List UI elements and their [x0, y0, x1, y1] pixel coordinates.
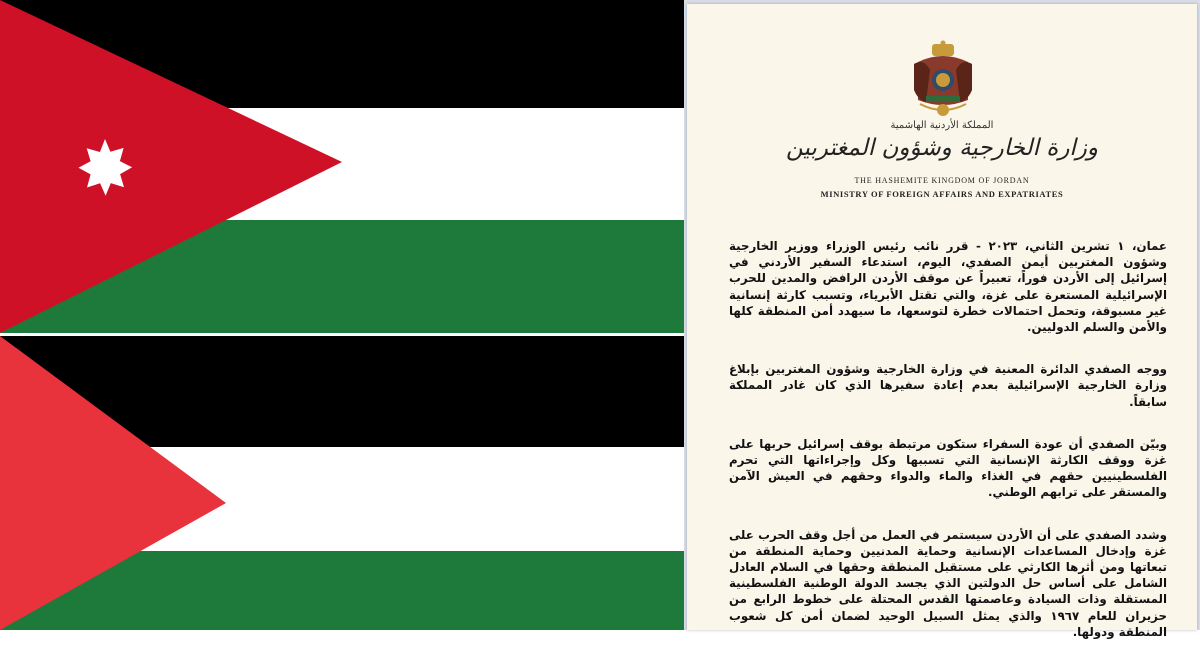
- kingdom-name-arabic: المملكة الأردنية الهاشمية: [890, 120, 994, 131]
- kingdom-name-english: THE HASHEMITE KINGDOM OF JORDAN: [854, 176, 1030, 185]
- jordan-flag-bottom: [0, 336, 684, 630]
- ministry-name-english: MINISTRY OF FOREIGN AFFAIRS AND EXPATRIATES: [820, 189, 1064, 199]
- jordan-flag-top: [0, 0, 684, 333]
- statement-paragraph: عمان، ١ تشرين الثاني، ٢٠٢٣ - قرر نائب رئيس الوزراء ووزير الخارجية وشؤون المغتربين أيمن الصفدي، اليوم، استدعاء السفير الأردني في إسرائيل إلى الأردن فوراً، تعبيراً عن موقف الأردن الرافض والمدين للحرب الإسرائيلية المستعرة على غزة، والتي تقتل الأبرياء، وتسبب كارثة إنسانية غير مسبوقة، وتحمل احتمالات خطرة لتوسعها، ما سيهدد أمن المنطقة كلها والأمن والسلم الدوليين.: [729, 239, 1167, 335]
- statement-body: [729, 238, 1167, 666]
- statement-paragraph: ووجه الصفدي الدائرة المعنية في وزارة الخارجية وشؤون المغتربين بإبلاغ وزارة الخارجية الإسرائيلية بعدم إعادة سفيرها الذي كان غادر المملكة سابقاً.: [729, 362, 1167, 409]
- royal-crest-icon: [910, 40, 976, 120]
- ministry-statement-panel: [684, 0, 1200, 639]
- statement-paragraph: وشدد الصفدي على أن الأردن سيستمر في العمل من أجل وقف الحرب على غزة وإدخال المساعدات الإنسانية وحماية المدنيين وحماية المنطقة من تبعاتها ومن أثرها الكارثي على مستقبل المنطقة وحقها في السلام العادل الشامل على أساس حل الدولتين الذي يجسد الدولة الوطنية الفلسطينية المستقلة وذات السيادة وعاصمتها القدس المحتلة على خطوط الرابع من حزيران للعام ١٩٦٧ والذي يمثل السبيل الوحيد لضمان أمن كل شعوب المنطقة ودولها.: [729, 527, 1167, 639]
- letter-document: [687, 4, 1197, 639]
- statement-paragraph: وبيّن الصفدي أن عودة السفراء ستكون مرتبطة بوقف إسرائيل حربها على غزة ووقف الكارثة الإنسانية التي تسببها وكل وإجراءاتها التي تحرم الفلسطينيين حقهم في الغذاء والماء والدواء وحقهم في العيش الآمن والمستقر على ترابهم الوطني.: [729, 436, 1167, 500]
- ministry-name-arabic: وزارة الخارجية وشؤون المغتربين: [785, 135, 1099, 161]
